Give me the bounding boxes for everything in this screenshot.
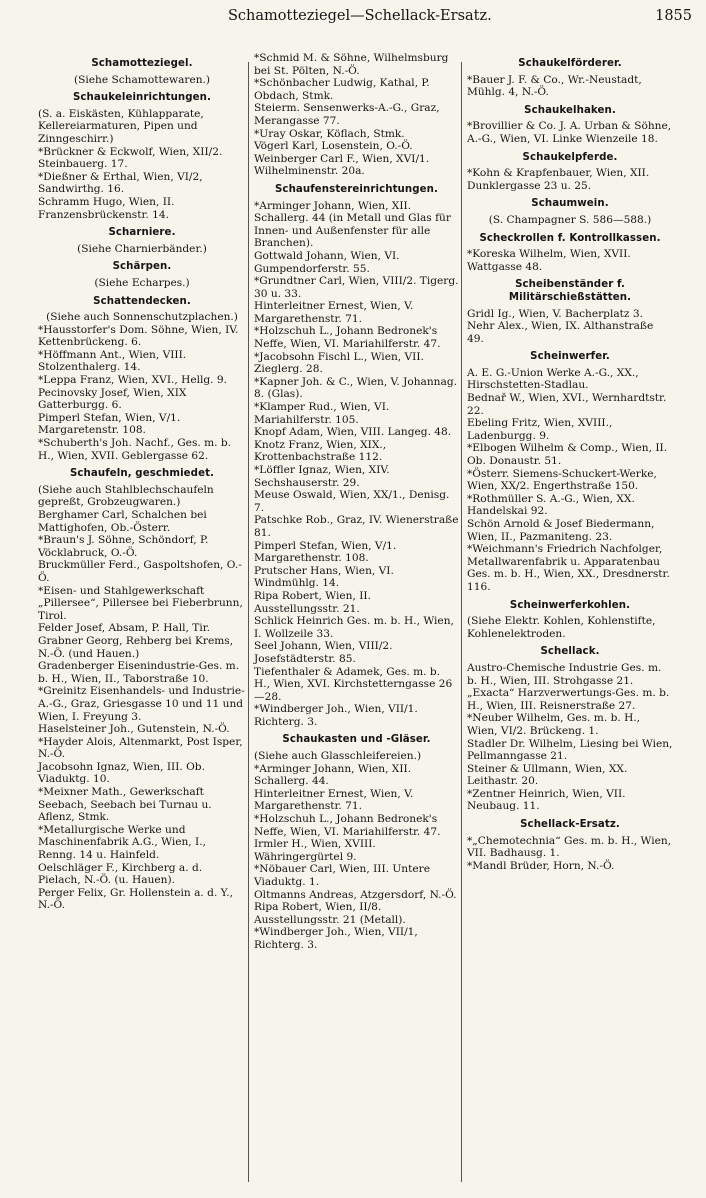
directory-entry: *Metallurgische Werke und Maschinenfabrik A.G., Wien, I., Renng. 14 u. Hainfeld. xyxy=(38,823,206,862)
directory-entry: *Braun's J. Söhne, Schöndorf, P. Vöcklabruck, O.-Ö. xyxy=(38,534,209,559)
directory-entry: Pimperl Stefan, Wien, V/1. Margarethenstr. 108. xyxy=(254,539,397,565)
section-heading: Schaukelpferde. xyxy=(522,151,618,163)
directory-entry: *Schmid M. & Söhne, Wilhelmsburg bei St. Pölten, N.-Ö. xyxy=(254,52,449,77)
directory-entry: *Uray Oskar, Köflach, Stmk. xyxy=(254,127,405,140)
directory-entry: *Koreska Wilhelm, Wien, XVII. Wattgasse 48. xyxy=(467,248,631,273)
directory-entry: (Siehe auch Sonnenschutzplachen.) xyxy=(46,311,238,324)
directory-entry: *Windberger Joh., Wien, VII/1. Richterg. 3. xyxy=(254,703,418,728)
section-heading: Schaukelförderer. xyxy=(518,58,622,69)
directory-entry: Stadler Dr. Wilhelm, Liesing bei Wien, Pellmanngasse 21. xyxy=(467,737,673,763)
directory-entry: (S. a. Eiskästen, Kühlapparate, Kellereiarmaturen, Pipen und Zinngeschirr.) xyxy=(38,107,204,145)
directory-entry: Felder Josef, Absam, P. Hall, Tir. xyxy=(38,622,210,635)
directory-entry: Ripa Robert, Wien, II. Ausstellungsstr. 21. xyxy=(254,589,371,615)
directory-entry: Ripa Robert, Wien, II/8. Ausstellungsstr. 21 (Metall). xyxy=(254,901,406,926)
running-title: Schamotteziegel—Schellack-Ersatz. xyxy=(228,8,492,24)
directory-entry: *Hausstorfer's Dom. Söhne, Wien, IV. Kettenbrückeng. 6. xyxy=(38,323,239,349)
directory-entry: Schön Arnold & Josef Biedermann, Wien, II., Pazmaniteng. 23. xyxy=(467,518,655,543)
directory-entry: *Höffmann Ant., Wien, VIII. Stolzenthalerg. 14. xyxy=(38,348,187,374)
directory-entry: Pimperl Stefan, Wien, V/1. Margaretenstr. 108. xyxy=(38,411,181,437)
directory-entry: *Grundtner Carl, Wien, VIII/2. Tigerg. 30 u. 33. xyxy=(254,275,459,300)
directory-entry: Gridl Ig., Wien, V. Bacherplatz 3. xyxy=(467,307,643,320)
directory-entry: *Eisen- und Stahlgewerkschaft „Pillersee“, Pillersee bei Fieberbrunn, Tirol. xyxy=(38,584,243,622)
page-header xyxy=(0,8,706,34)
directory-entry: Grabner Georg, Rehberg bei Krems, N.-Ö. (und Hauen.) xyxy=(38,634,234,660)
directory-entry: Hinterleitner Ernest, Wien, V. Margarethenstr. 71. xyxy=(254,787,414,813)
column-middle xyxy=(254,52,459,952)
directory-entry: Schlick Heinrich Ges. m. b. H., Wien, I. Wollzeile 33. xyxy=(254,615,454,640)
directory-entry: *Neuber Wilhelm, Ges. m. b. H., Wien, VI/2. Brückeng. 1. xyxy=(467,712,641,737)
directory-entry: *Bauer J. F. & Co., Wr.-Neustadt, Mühlg. 4, N.-Ö. xyxy=(467,73,642,99)
directory-entry: (Siehe Schamottewaren.) xyxy=(73,73,211,86)
column-divider-right xyxy=(461,62,462,1182)
directory-entry: Prutscher Hans, Wien, VI. Windmühlg. 14. xyxy=(254,564,394,590)
page-number: 1855 xyxy=(655,8,692,24)
directory-entry: Gottwald Johann, Wien, VI. Gumpendorferstr. 55. xyxy=(254,249,400,275)
directory-entry: (Siehe auch Glasschleifereien.) xyxy=(254,750,422,763)
section-heading: Schärpen. xyxy=(112,261,172,273)
section-heading: Schaukeleinrichtungen. xyxy=(72,92,212,104)
section-heading: Scheibenständer f. Militärschießstätten. xyxy=(508,279,632,303)
section-heading: Schamotteziegel. xyxy=(91,58,193,69)
directory-entry: (Siehe Charnierbänder.) xyxy=(77,242,207,255)
directory-entry: Jacobsohn Ignaz, Wien, III. Ob. Viaduktg. 10. xyxy=(38,760,205,786)
directory-entry: Knotz Franz, Wien, XIX., Krottenbachstraße 112. xyxy=(254,438,387,464)
directory-entry: Austro-Chemische Industrie Ges. m. b. H., Wien, III. Strohgasse 21. xyxy=(467,661,662,687)
section-heading: Scharniere. xyxy=(108,227,176,239)
section-heading: Schellack. xyxy=(540,646,600,658)
section-heading: Schellack-Ersatz. xyxy=(520,819,620,831)
directory-entry: *Leppa Franz, Wien, XVI., Hellg. 9. xyxy=(38,374,228,387)
directory-entry: *Dießner & Erthal, Wien, VI/2, Sandwirthg. 16. xyxy=(38,170,203,196)
directory-entry: Seel Johann, Wien, VIII/2. Josefstädterstr. 85. xyxy=(254,640,393,665)
directory-entry: (Siehe auch Stahlblechschaufeln gepreßt, Grobzeugwaren.) xyxy=(38,483,214,509)
directory-entry: *Schönbacher Ludwig, Kathal, P. Obdach, Stmk. xyxy=(254,77,430,102)
directory-entry: *Schuberth's Joh. Nachf., Ges. m. b. H., Wien, XVII. Geblergasse 62. xyxy=(38,437,232,462)
directory-entry: *Windberger Joh., Wien, VII/1, Richterg. 3. xyxy=(254,926,418,951)
directory-entry: *Österr. Siemens-Schuckert-Werke, Wien, XX/2. Engerthstraße 150. xyxy=(467,467,657,493)
directory-entry: *Arminger Johann, Wien, XII. Schallerg. 44 (in Metall und Glas für Innen- und Außenfenster für alle Branchen). xyxy=(254,199,451,250)
directory-entry: Weinberger Carl F., Wien, XVI/1. Wilhelminenstr. 20a. xyxy=(254,152,430,178)
directory-entry: *Greinitz Eisenhandels- und Industrie-A.-G., Graz, Griesgasse 10 und 11 und Wien, I. Freyung 3. xyxy=(38,685,245,723)
directory-entry: Irmler H., Wien, XVIII. Währingergürtel 9. xyxy=(254,838,376,863)
section-heading: Schaufenstereinrichtungen. xyxy=(275,183,438,195)
section-heading: Schaukasten und -Gläser. xyxy=(282,734,431,746)
directory-entry: *Holzschuh L., Johann Bedronek's Neffe, Wien, VI. Mariahilferstr. 47. xyxy=(254,813,441,838)
directory-entry: „Exacta“ Harzverwertungs-Ges. m. b. H., Wien, III. Reisnerstraße 27. xyxy=(467,687,670,712)
directory-entry: Gradenberger Eisenindustrie-Ges. m. b. H., Wien, II., Taborstraße 10. xyxy=(38,660,240,685)
directory-entry: *Kapner Joh. & C., Wien, V. Johannag. 8. (Glas). xyxy=(254,375,457,401)
directory-entry: Steiner & Ullmann, Wien, XX. Leithastr. 20. xyxy=(467,762,628,788)
section-heading: Schattendecken. xyxy=(93,295,191,307)
directory-entry: Schramm Hugo, Wien, II. Franzensbrückenstr. 14. xyxy=(38,195,175,221)
directory-entry: Ebeling Fritz, Wien, XVIII., Ladenburgg. 9. xyxy=(467,417,613,442)
directory-entry: Steierm. Sensenwerks-A.-G., Graz, Merangasse 77. xyxy=(254,102,440,127)
directory-entry: *Zentner Heinrich, Wien, VII. Neubaug. 11. xyxy=(467,787,626,813)
directory-entry: *Holzschuh L., Johann Bedronek's Neffe, Wien, VI. Mariahilferstr. 47. xyxy=(254,325,441,351)
directory-entry: Perger Felix, Gr. Hollenstein a. d. Y., N.-Ö. xyxy=(38,886,234,912)
directory-entry: *Nöbauer Carl, Wien, III. Untere Viaduktg. 1. xyxy=(254,863,430,888)
directory-entry: *Mandl Brüder, Horn, N.-Ö. xyxy=(467,859,615,872)
directory-entry: *Löffler Ignaz, Wien, XIV. Sechshauserstr. 29. xyxy=(254,464,390,489)
column-left xyxy=(38,52,246,912)
directory-entry: *„Chemotechnia“ Ges. m. b. H., Wien, VII. Badhausg. 1. xyxy=(467,834,672,860)
directory-entry: Oltmanns Andreas, Atzgersdorf, N.-Ö. xyxy=(254,888,457,901)
directory-entry: *Kohn & Krapfenbauer, Wien, XII. Dunklergasse 23 u. 25. xyxy=(467,167,650,192)
directory-entry: Berghamer Carl, Schalchen bei Mattighofen, Ob.-Österr. xyxy=(38,509,207,534)
directory-entry: Vögerl Karl, Losenstein, O.-Ö. xyxy=(254,140,413,153)
directory-entry: Pecinovsky Josef, Wien, XIX Gatterburgg. 6. xyxy=(38,386,187,412)
section-heading: Schaumwein. xyxy=(531,198,609,210)
directory-entry: Knopf Adam, Wien, VIII. Langeg. 48. xyxy=(254,426,452,439)
directory-entry: Hinterleitner Ernest, Wien, V. Margarethenstr. 71. xyxy=(254,300,414,325)
directory-entry: A. E. G.-Union Werke A.-G., XX., Hirschstetten-Stadlau. xyxy=(467,366,639,392)
directory-entry: *Weichmann's Friedrich Nachfolger, Metallwarenfabrik u. Apparatenbau Ges. m. b. H., Wien, XX., Dresdnerstr. 116. xyxy=(467,543,670,593)
directory-entry: *Hayder Alois, Altenmarkt, Post Isper, N.-Ö. xyxy=(38,735,243,761)
column-right xyxy=(467,52,673,872)
directory-entry: Tiefenthaler & Adamek, Ges. m. b. H., Wien, XVI. Kirchstetterngasse 26—28. xyxy=(254,665,453,703)
directory-entry: *Meixner Math., Gewerkschaft Seebach, Seebach bei Turnau u. Aflenz, Stmk. xyxy=(38,786,212,824)
directory-entry: *Jacobsohn Fischl L., Wien, VII. Zieglerg. 28. xyxy=(254,350,424,376)
column-divider-left xyxy=(248,62,249,1182)
section-heading: Schaukelhaken. xyxy=(524,104,616,116)
directory-entry: Meuse Oswald, Wien, XX/1., Denisg. 7. xyxy=(254,489,450,514)
directory-entry: *Arminger Johann, Wien, XII. Schallerg. 44. xyxy=(254,762,412,788)
directory-entry: *Klamper Rud., Wien, VI. Mariahilferstr. 105. xyxy=(254,401,390,426)
section-heading: Scheinwerferkohlen. xyxy=(509,599,631,611)
directory-entry: Bruckmüller Ferd., Gaspoltshofen, O.-Ö. xyxy=(38,559,242,584)
directory-entry: *Elbogen Wilhelm & Comp., Wien, II. Ob. Donaustr. 51. xyxy=(467,442,668,468)
directory-entry: (Siehe Echarpes.) xyxy=(94,276,190,289)
directory-entry: Nehr Alex., Wien, IX. Althanstraße 49. xyxy=(467,320,654,345)
directory-entry: *Rothmüller S. A.-G., Wien, XX. Handelskai 92. xyxy=(467,492,635,518)
section-heading: Scheckrollen f. Kontrollkassen. xyxy=(479,232,661,244)
section-heading: Schaufeln, geschmiedet. xyxy=(69,468,215,480)
directory-entry: Bednař W., Wien, XVI., Wernhardtstr. 22. xyxy=(467,392,667,417)
directory-entry: Haselsteiner Joh., Gutenstein, N.-Ö. xyxy=(38,723,230,736)
directory-entry: (Siehe Elektr. Kohlen, Kohlenstifte, Kohlenelektroden. xyxy=(467,615,656,640)
directory-entry: *Brückner & Eckwolf, Wien, XII/2. Steinbauerg. 17. xyxy=(38,145,223,171)
directory-entry: (S. Champagner S. 586—588.) xyxy=(488,213,652,226)
directory-entry: Patschke Rob., Graz, IV. Wienerstraße 81. xyxy=(254,514,459,539)
section-heading: Scheinwerfer. xyxy=(530,351,610,363)
directory-entry: *Brovillier & Co. J. A. Urban & Söhne, A.-G., Wien, VI. Linke Wienzeile 18. xyxy=(467,120,672,145)
directory-entry: Oelschläger F., Kirchberg a. d. Pielach, N.-Ö. (u. Hauen). xyxy=(38,861,203,887)
